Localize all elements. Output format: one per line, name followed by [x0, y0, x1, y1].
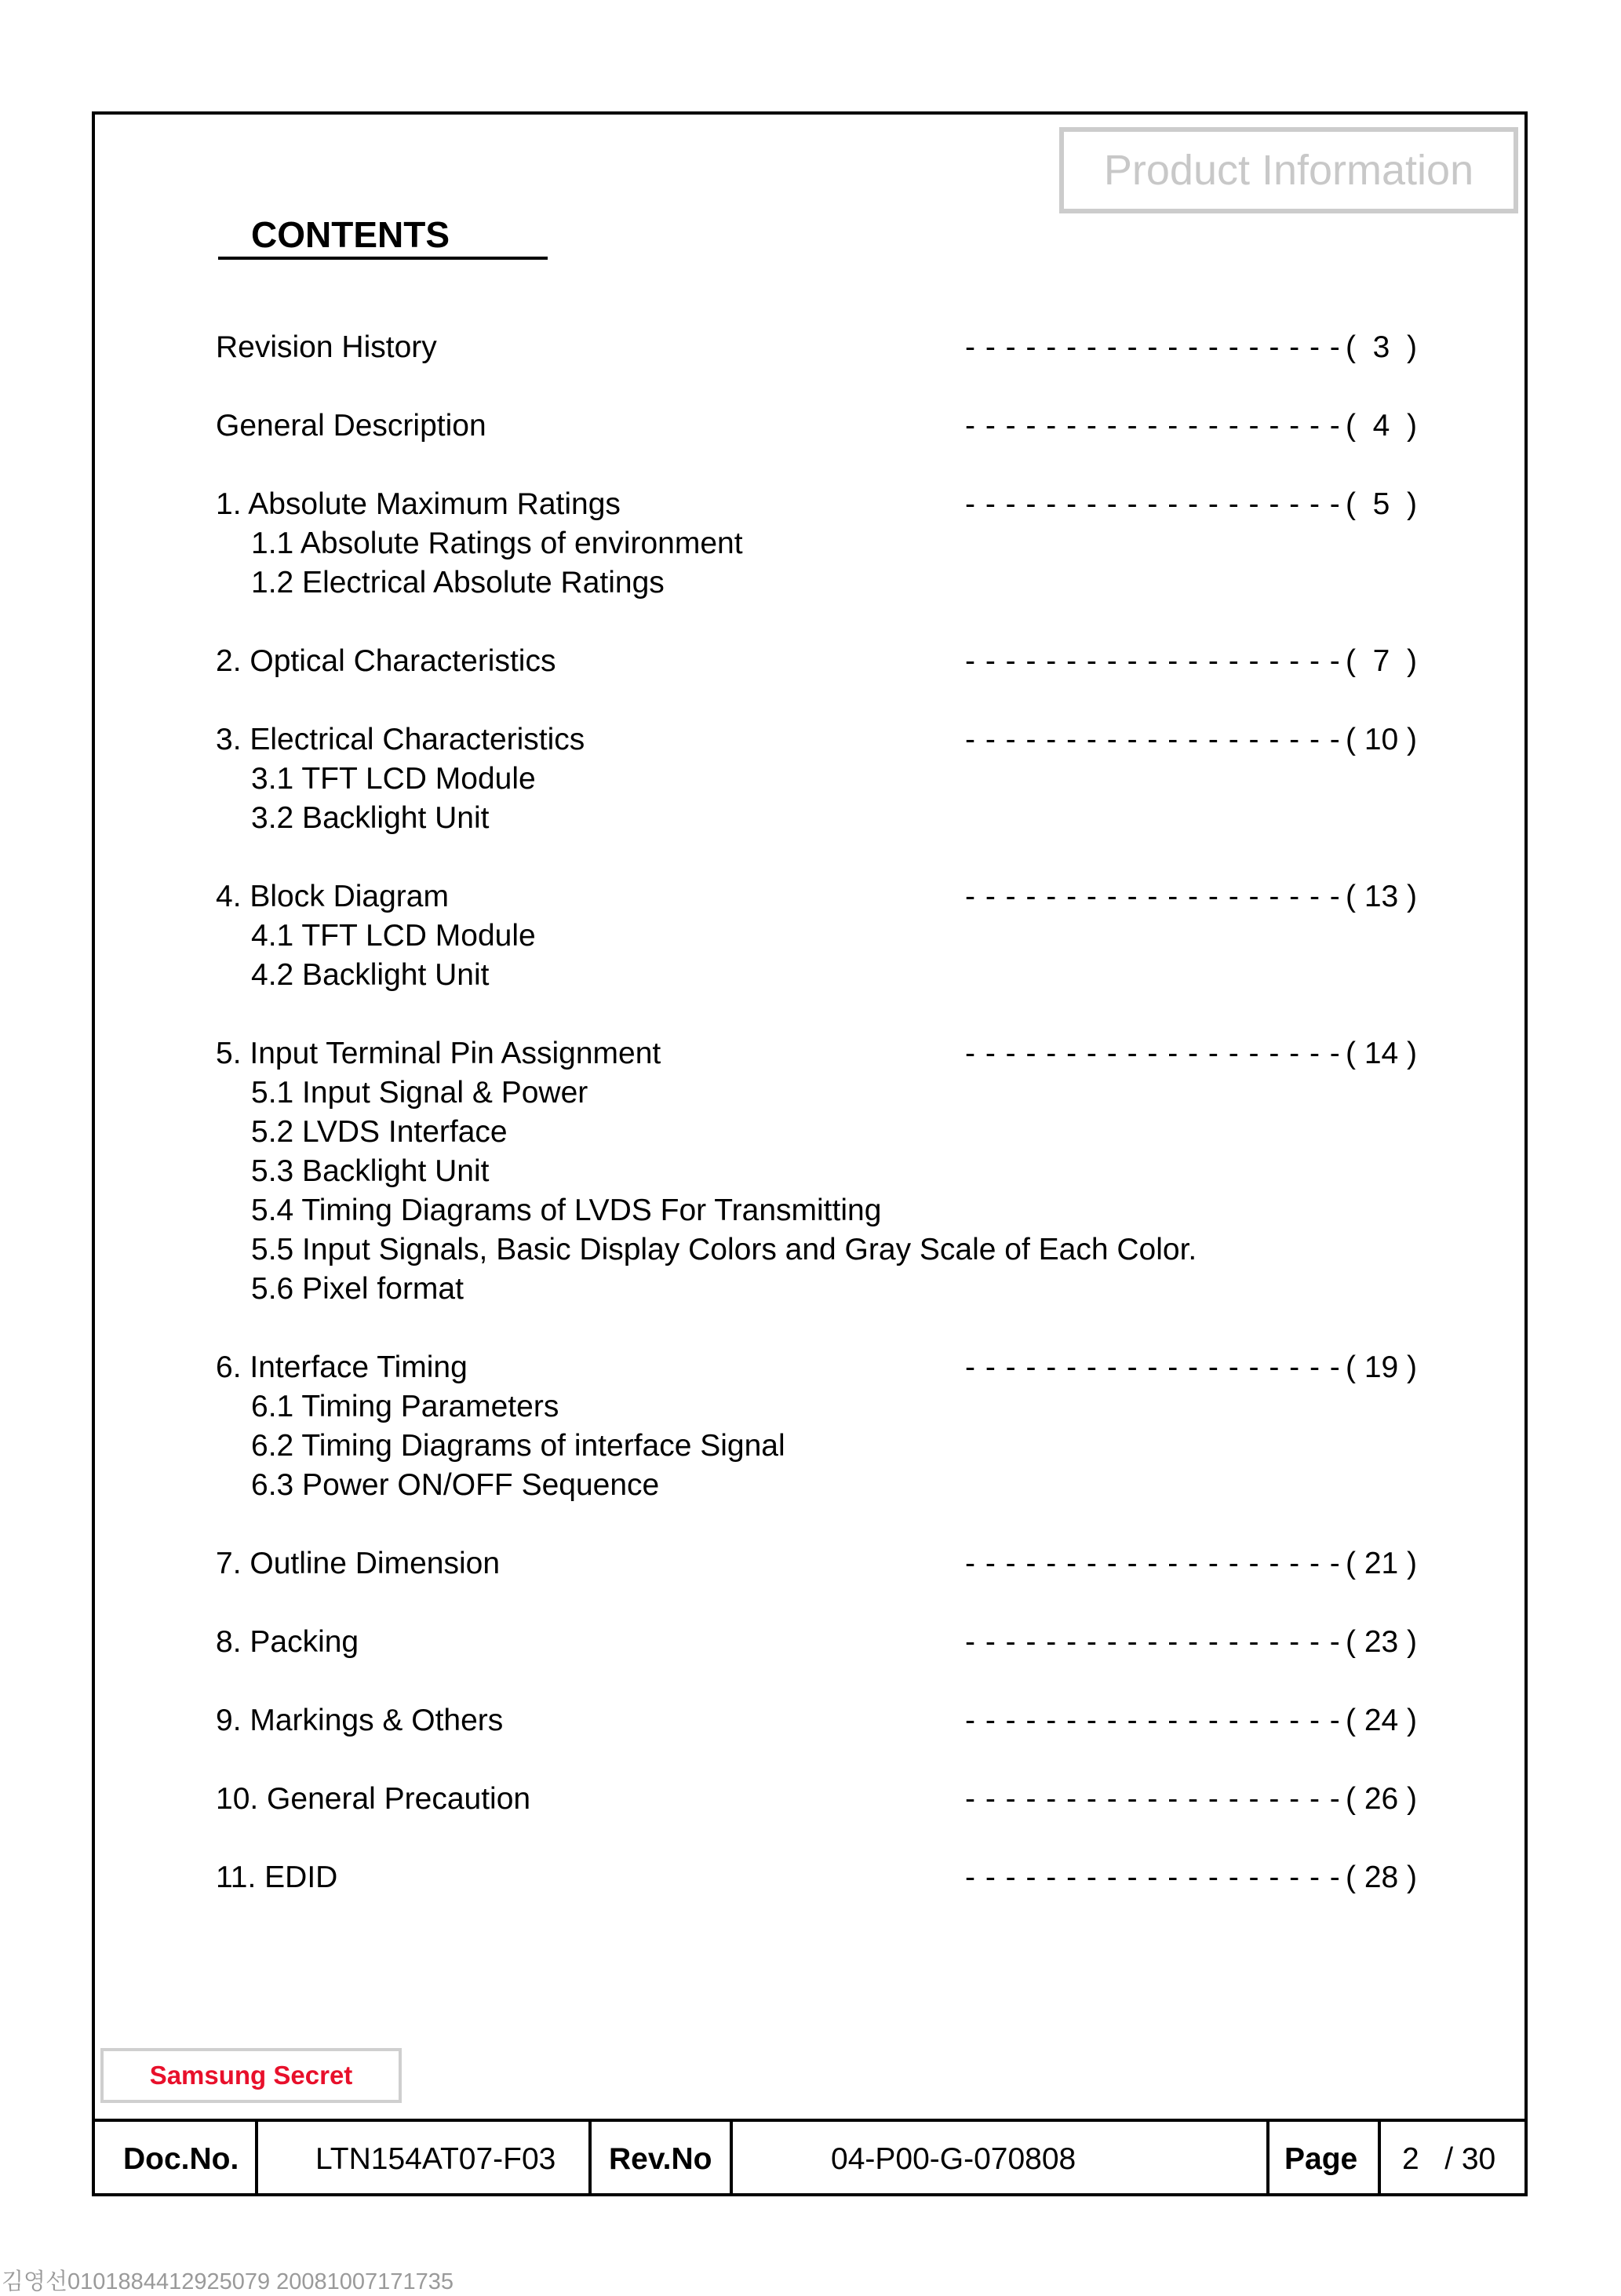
- toc-section-item: [216, 1780, 1448, 1819]
- toc-section-item: [216, 1544, 1448, 1584]
- toc-item-title: 5.1 Input Signal & Power: [251, 1076, 588, 1110]
- product-information-badge: Product Information: [1059, 127, 1518, 213]
- toc-item-title: 5.5 Input Signals, Basic Display Colors and Gray Scale of Each Color.: [251, 1233, 1197, 1266]
- footer-divider: [588, 2122, 592, 2196]
- revision-label: Rev.No: [609, 2141, 712, 2176]
- toc-subsection-item: [251, 524, 1483, 563]
- toc-section-item: [216, 1701, 1448, 1740]
- toc-subsection-item: [251, 563, 1483, 603]
- toc-subsection-item: [251, 1113, 1483, 1152]
- footer-divider: [1266, 2122, 1269, 2196]
- toc-section-item: [216, 877, 1448, 917]
- toc-subsection-item: [251, 1427, 1483, 1466]
- toc-item-title: 5.3 Backlight Unit: [251, 1154, 490, 1188]
- toc-item-title: 8. Packing: [216, 1625, 359, 1659]
- toc-section-item: [216, 642, 1448, 681]
- toc-page-number: ( 3 ): [1346, 330, 1418, 364]
- footer-divider: [1378, 2122, 1381, 2196]
- toc-dot-leader: - - - - - - - - - - - - - - - - - - -: [965, 330, 1341, 364]
- toc-item-title: 4. Block Diagram: [216, 880, 449, 913]
- toc-page-number: ( 24 ): [1346, 1704, 1418, 1737]
- toc-item-title: 5.6 Pixel format: [251, 1272, 464, 1306]
- page-label: Page: [1284, 2141, 1358, 2176]
- toc-dot-leader: - - - - - - - - - - - - - - - - - - -: [965, 644, 1341, 678]
- page-number-value: 2 / 30: [1402, 2141, 1496, 2176]
- toc-item-title: Revision History: [216, 330, 437, 364]
- toc-subsection-item: [251, 1073, 1483, 1113]
- toc-item-title: 1.1 Absolute Ratings of environment: [251, 527, 743, 560]
- toc-subsection-item: [251, 917, 1483, 956]
- toc-page-number: ( 7 ): [1346, 644, 1418, 678]
- toc-dot-leader: - - - - - - - - - - - - - - - - - - -: [965, 1782, 1341, 1816]
- toc-page-number: ( 26 ): [1346, 1782, 1418, 1816]
- toc-item-title: 9. Markings & Others: [216, 1704, 504, 1737]
- toc-page-number: ( 10 ): [1346, 723, 1418, 756]
- toc-subsection-item: [251, 799, 1483, 838]
- toc-page-number: ( 23 ): [1346, 1625, 1418, 1659]
- toc-dot-leader: - - - - - - - - - - - - - - - - - - -: [965, 1037, 1341, 1070]
- toc-item-title: General Description: [216, 409, 486, 443]
- toc-section-item: [216, 328, 1448, 367]
- revision-value: 04-P00-G-070808: [831, 2141, 1076, 2176]
- toc-section-item: [216, 1034, 1448, 1073]
- toc-item-title: 6. Interface Timing: [216, 1350, 468, 1384]
- toc-item-title: 6.3 Power ON/OFF Sequence: [251, 1468, 660, 1502]
- toc-section-item: [216, 406, 1448, 446]
- toc-subsection-item: [251, 1387, 1483, 1427]
- toc-item-title: 6.1 Timing Parameters: [251, 1390, 559, 1423]
- toc-page-number: ( 19 ): [1346, 1350, 1418, 1384]
- toc-subsection-item: [251, 1466, 1483, 1505]
- contents-heading: CONTENTS: [251, 214, 450, 255]
- toc-item-title: 3. Electrical Characteristics: [216, 723, 585, 756]
- toc-subsection-item: [251, 760, 1483, 799]
- toc-section-item: [216, 1858, 1448, 1897]
- toc-dot-leader: - - - - - - - - - - - - - - - - - - -: [965, 1704, 1341, 1737]
- toc-item-title: 5. Input Terminal Pin Assignment: [216, 1037, 661, 1070]
- print-watermark: 김영선01018844129250​79 20081007171735: [2, 2269, 454, 2294]
- toc-item-title: 4.1 TFT LCD Module: [251, 919, 536, 953]
- toc-subsection-item: [251, 1191, 1483, 1230]
- document-footer: [92, 2119, 1528, 2196]
- toc-section-item: [216, 1348, 1448, 1387]
- toc-dot-leader: - - - - - - - - - - - - - - - - - - -: [965, 1625, 1341, 1659]
- toc-item-title: 3.2 Backlight Unit: [251, 801, 490, 835]
- toc-page-number: ( 21 ): [1346, 1547, 1418, 1580]
- toc-item-title: 1.2 Electrical Absolute Ratings: [251, 566, 665, 600]
- toc-item-title: 4.2 Backlight Unit: [251, 958, 490, 992]
- toc-item-title: 5.2 LVDS Interface: [251, 1115, 508, 1149]
- toc-item-title: 10. General Precaution: [216, 1782, 531, 1816]
- toc-item-title: 11. EDID: [216, 1860, 338, 1894]
- toc-item-title: 2. Optical Characteristics: [216, 644, 556, 678]
- toc-item-title: 1. Absolute Maximum Ratings: [216, 487, 621, 521]
- toc-dot-leader: - - - - - - - - - - - - - - - - - - -: [965, 1547, 1341, 1580]
- toc-subsection-item: [251, 1270, 1483, 1309]
- toc-dot-leader: - - - - - - - - - - - - - - - - - - -: [965, 1860, 1341, 1894]
- toc-dot-leader: - - - - - - - - - - - - - - - - - - -: [965, 487, 1341, 521]
- toc-item-title: 6.2 Timing Diagrams of interface Signal: [251, 1429, 785, 1463]
- toc-subsection-item: [251, 1152, 1483, 1191]
- toc-item-title: 7. Outline Dimension: [216, 1547, 501, 1580]
- samsung-secret-stamp: Samsung Secret: [100, 2048, 402, 2103]
- toc-page-number: ( 4 ): [1346, 409, 1418, 443]
- toc-item-title: 3.1 TFT LCD Module: [251, 762, 536, 796]
- toc-section-item: [216, 485, 1448, 524]
- doc-number-value: LTN154AT07-F03: [315, 2141, 556, 2176]
- toc-dot-leader: - - - - - - - - - - - - - - - - - - -: [965, 409, 1341, 443]
- doc-number-label: Doc.No.: [123, 2141, 239, 2176]
- toc-item-title: 5.4 Timing Diagrams of LVDS For Transmitting: [251, 1194, 882, 1227]
- toc-subsection-item: [251, 956, 1483, 995]
- toc-subsection-item: [251, 1230, 1483, 1270]
- toc-dot-leader: - - - - - - - - - - - - - - - - - - -: [965, 723, 1341, 756]
- toc-section-item: [216, 720, 1448, 760]
- toc-section-item: [216, 1623, 1448, 1662]
- toc-page-number: ( 5 ): [1346, 487, 1418, 521]
- footer-divider: [255, 2122, 258, 2196]
- footer-divider: [730, 2122, 733, 2196]
- toc-dot-leader: - - - - - - - - - - - - - - - - - - -: [965, 1350, 1341, 1384]
- toc-page-number: ( 28 ): [1346, 1860, 1418, 1894]
- toc-page-number: ( 13 ): [1346, 880, 1418, 913]
- toc-dot-leader: - - - - - - - - - - - - - - - - - - -: [965, 880, 1341, 913]
- toc-page-number: ( 14 ): [1346, 1037, 1418, 1070]
